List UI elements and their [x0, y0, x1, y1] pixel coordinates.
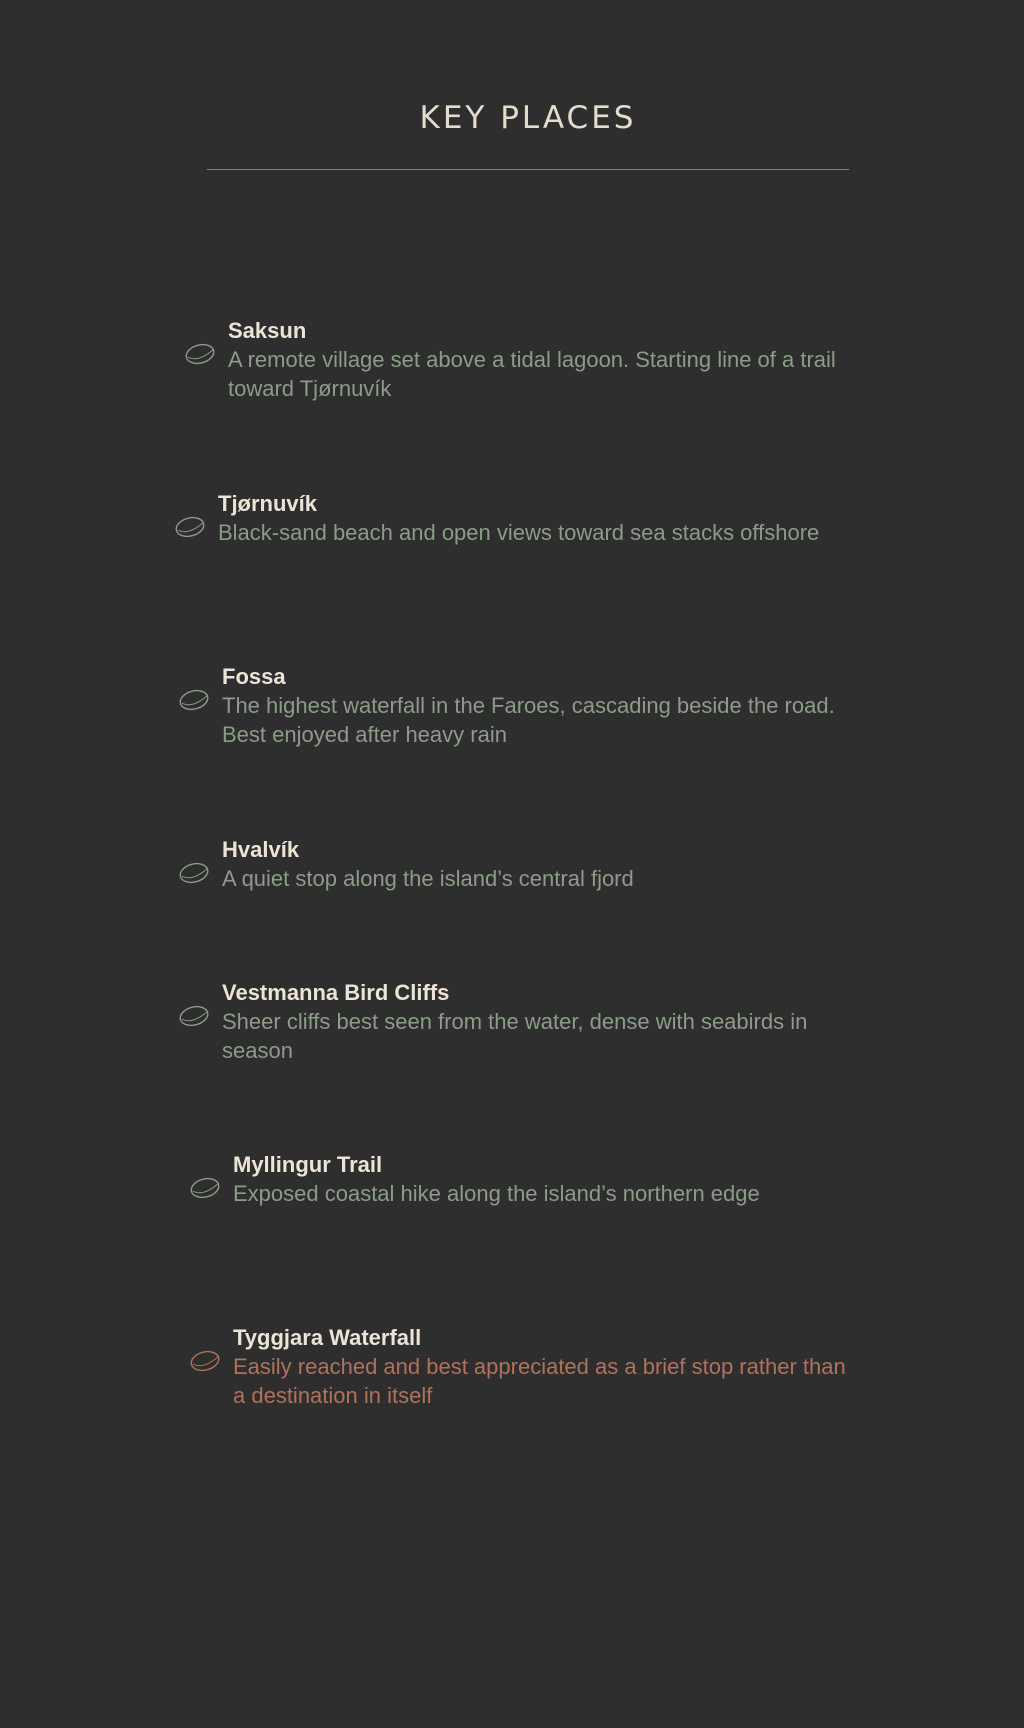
place-item-vestmanna-bird-cliffs — [222, 978, 862, 1065]
circle-marker-icon — [189, 1177, 223, 1199]
place-description: Exposed coastal hike along the island’s northern edge — [233, 1181, 760, 1206]
place-description: Easily reached and best appreciated as a brief stop rather than a destination in itself — [233, 1354, 846, 1408]
place-item-saksun — [228, 316, 868, 403]
place-description: A quiet stop along the island’s central fjord — [222, 866, 634, 891]
place-description: Black-sand beach and open views toward sea stacks offshore — [218, 520, 820, 545]
place-item-tyggjara-waterfall — [233, 1323, 873, 1410]
place-description: The highest waterfall in the Faroes, cascading beside the road. Best enjoyed after heavy rain — [222, 693, 835, 747]
circle-marker-icon — [178, 689, 212, 711]
place-name: Vestmanna Bird Cliffs — [222, 980, 450, 1005]
place-name: Tyggjara Waterfall — [233, 1325, 422, 1350]
place-item-hvalvik — [222, 835, 862, 893]
circle-marker-icon — [178, 1005, 212, 1027]
page-title: KEY PLACES — [419, 100, 637, 136]
place-name: Myllingur Trail — [233, 1152, 383, 1177]
place-item-fossa — [222, 662, 862, 749]
place-name: Fossa — [222, 664, 286, 689]
circle-marker-icon — [184, 343, 218, 365]
circle-marker-icon — [189, 1350, 223, 1372]
title-divider — [207, 169, 849, 170]
place-item-myllingur-trail — [233, 1150, 873, 1208]
place-name: Hvalvík — [222, 837, 300, 862]
circle-marker-icon — [178, 862, 212, 884]
place-name: Tjørnuvík — [218, 491, 318, 516]
place-description: Sheer cliffs best seen from the water, dense with seabirds in season — [222, 1009, 808, 1063]
place-description: A remote village set above a tidal lagoon. Starting line of a trail toward Tjørnuvík — [228, 347, 836, 401]
circle-marker-icon — [174, 516, 208, 538]
place-name: Saksun — [228, 318, 307, 343]
place-item-tjornuvik — [218, 489, 858, 547]
